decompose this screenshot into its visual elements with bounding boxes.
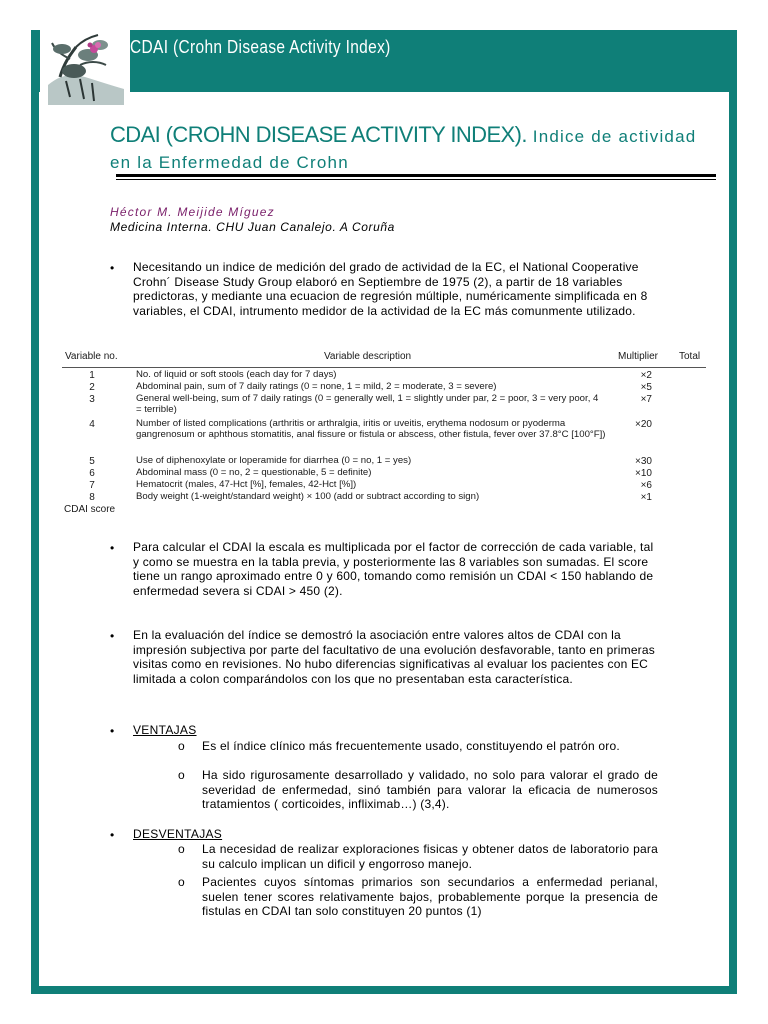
table-header-rule: [62, 367, 706, 368]
table-row-multiplier: ×6: [640, 480, 652, 491]
table-row-description: Abdominal mass (0 = no, 2 = questionable, 5 = definite): [136, 467, 372, 478]
table-header-description: Variable description: [324, 351, 412, 362]
flowering-plant-logo-icon: [40, 15, 130, 105]
desventajas-item: La necesidad de realizar exploraciones fisicas y obtener datos de laboratorio para su calculo implican un dificil y engorroso manejo.: [202, 842, 658, 871]
desventajas-heading: DESVENTAJAS: [133, 827, 223, 841]
title-rest: Indice de actividad: [526, 127, 697, 146]
table-row-no: 6: [89, 468, 95, 479]
table-row-description: No. of liquid or soft stools (each day for 7 days): [136, 369, 337, 380]
table-row-multiplier: ×30: [635, 456, 652, 467]
sub-bullet: o: [178, 739, 185, 753]
table-row-no: 1: [89, 370, 95, 381]
bullet: •: [110, 261, 115, 275]
ventajas-item: Ha sido rigurosamente desarrollado y validado, no solo para valorar el grado de severidad de enfermedad, sinó también para valorar la eficacia de numerosos tratamientos ( corticoides, infliximab…) (3,4).: [202, 768, 658, 812]
author-name: Héctor M. Meijide Míguez: [110, 205, 275, 219]
title-rule-thick: [116, 174, 716, 177]
sub-bullet: o: [178, 875, 185, 889]
ventajas-heading: VENTAJAS: [133, 723, 197, 737]
table-row-multiplier: ×20: [635, 419, 652, 430]
table-row-multiplier: ×7: [640, 394, 652, 405]
table-row-no: 3: [89, 394, 95, 405]
table-score-label: CDAI score: [64, 504, 116, 515]
ventajas-item: Es el índice clínico más frecuentemente usado, constituyendo el patrón oro.: [202, 739, 620, 753]
table-row-multiplier: ×2: [640, 370, 652, 381]
table-row-description: Use of diphenoxylate or loperamide for diarrhea (0 = no, 1 = yes): [136, 455, 412, 466]
table-row-no: 8: [89, 492, 95, 503]
table-header-variable: Variable no.: [65, 351, 118, 362]
title-rule-thin: [116, 179, 716, 180]
evaluation-paragraph: En la evaluación del índice se demostró la asociación entre valores altos de CDAI con la impresión subjectiva por parte del facultativo de una evolución desfavorable, tanto en primeras visitas como en revisiones. No hubo diferencias significativas al evaluar los pacientes con EC limitada a colon comparándolos con los que no presentaban esta característica.: [133, 628, 655, 686]
bullet: •: [110, 828, 115, 842]
table-row-description: General well-being, sum of 7 daily ratings (0 = generally well, 1 = slightly under par, 2 = poor, 3 = very poor, 4 = terrible): [136, 393, 599, 415]
table-row-multiplier: ×5: [640, 382, 652, 393]
title-main: CDAI (CROHN DISEASE ACTIVITY INDEX).: [110, 122, 527, 147]
sub-bullet: o: [178, 768, 185, 782]
table-row-description: Abdominal pain, sum of 7 daily ratings (0 = none, 1 = mild, 2 = moderate, 3 = severe): [136, 381, 497, 392]
table-row-no: 4: [89, 419, 95, 430]
author-affiliation: Medicina Interna. CHU Juan Canalejo. A Coruña: [110, 220, 395, 234]
table-row-description: Number of listed complications (arthritis or arthralgia, iritis or uveitis, erythema nodosum or pyoderma gangrenosum or aphthous stomatitis, anal fissure or fistula or abscess, other fistula, fever over 37.8°C [100°F]): [136, 418, 606, 440]
table-header-total: Total: [679, 351, 701, 362]
table-row-description: Body weight (1-weight/standard weight) × 100 (add or subtract according to sign): [136, 491, 480, 502]
table-row-multiplier: ×1: [640, 492, 652, 503]
bullet: •: [110, 724, 115, 738]
desventajas-item: Pacientes cuyos síntomas primarios son secundarios a enfermedad perianal, suelen tener scores relativamente bajos, probablemente porque la presencia de fistulas en CDAI tan solo constituyen 20 puntos (1): [202, 875, 658, 919]
bullet: •: [110, 541, 115, 555]
table-row-multiplier: ×10: [635, 468, 652, 479]
table-row-description: Hematocrit (males, 47-Hct [%], females, 42-Hct [%]): [136, 479, 357, 490]
bullet: •: [110, 629, 115, 643]
sub-bullet: o: [178, 842, 185, 856]
table-row-no: 5: [89, 456, 95, 467]
calc-paragraph: Para calcular el CDAI la escala es multiplicada por el factor de corrección de cada variable, tal y como se muestra en la tabla previa, y posteriormente las 8 variables son sumadas. El score tiene un rango aproximado entre 0 y 600, tomando como remisión un CDAI < 150 hablando de enfermedad severa si CDAI > 450 (2).: [133, 540, 654, 598]
banner-title: CDAI (Crohn Disease Activity Index): [130, 37, 391, 57]
intro-paragraph: Necesitando un indice de medición del grado de actividad de la EC, el National Cooperative Crohn´ Disease Study Group elaboró en Septiembre de 1975 (2), a partir de 18 variables predictoras, y mediante una ecuacion de regresión múltiple, numéricamente simplificada en 8 variables, el CDAI, intrumento medidor de la actividad de la EC más comunmente utilizado.: [133, 260, 648, 318]
table-header-multiplier: Multiplier: [618, 351, 659, 362]
document-title: [110, 122, 696, 148]
table-row-no: 2: [89, 382, 95, 393]
document-title-line2: en la Enfermedad de Crohn: [110, 153, 349, 172]
table-row-no: 7: [89, 480, 95, 491]
